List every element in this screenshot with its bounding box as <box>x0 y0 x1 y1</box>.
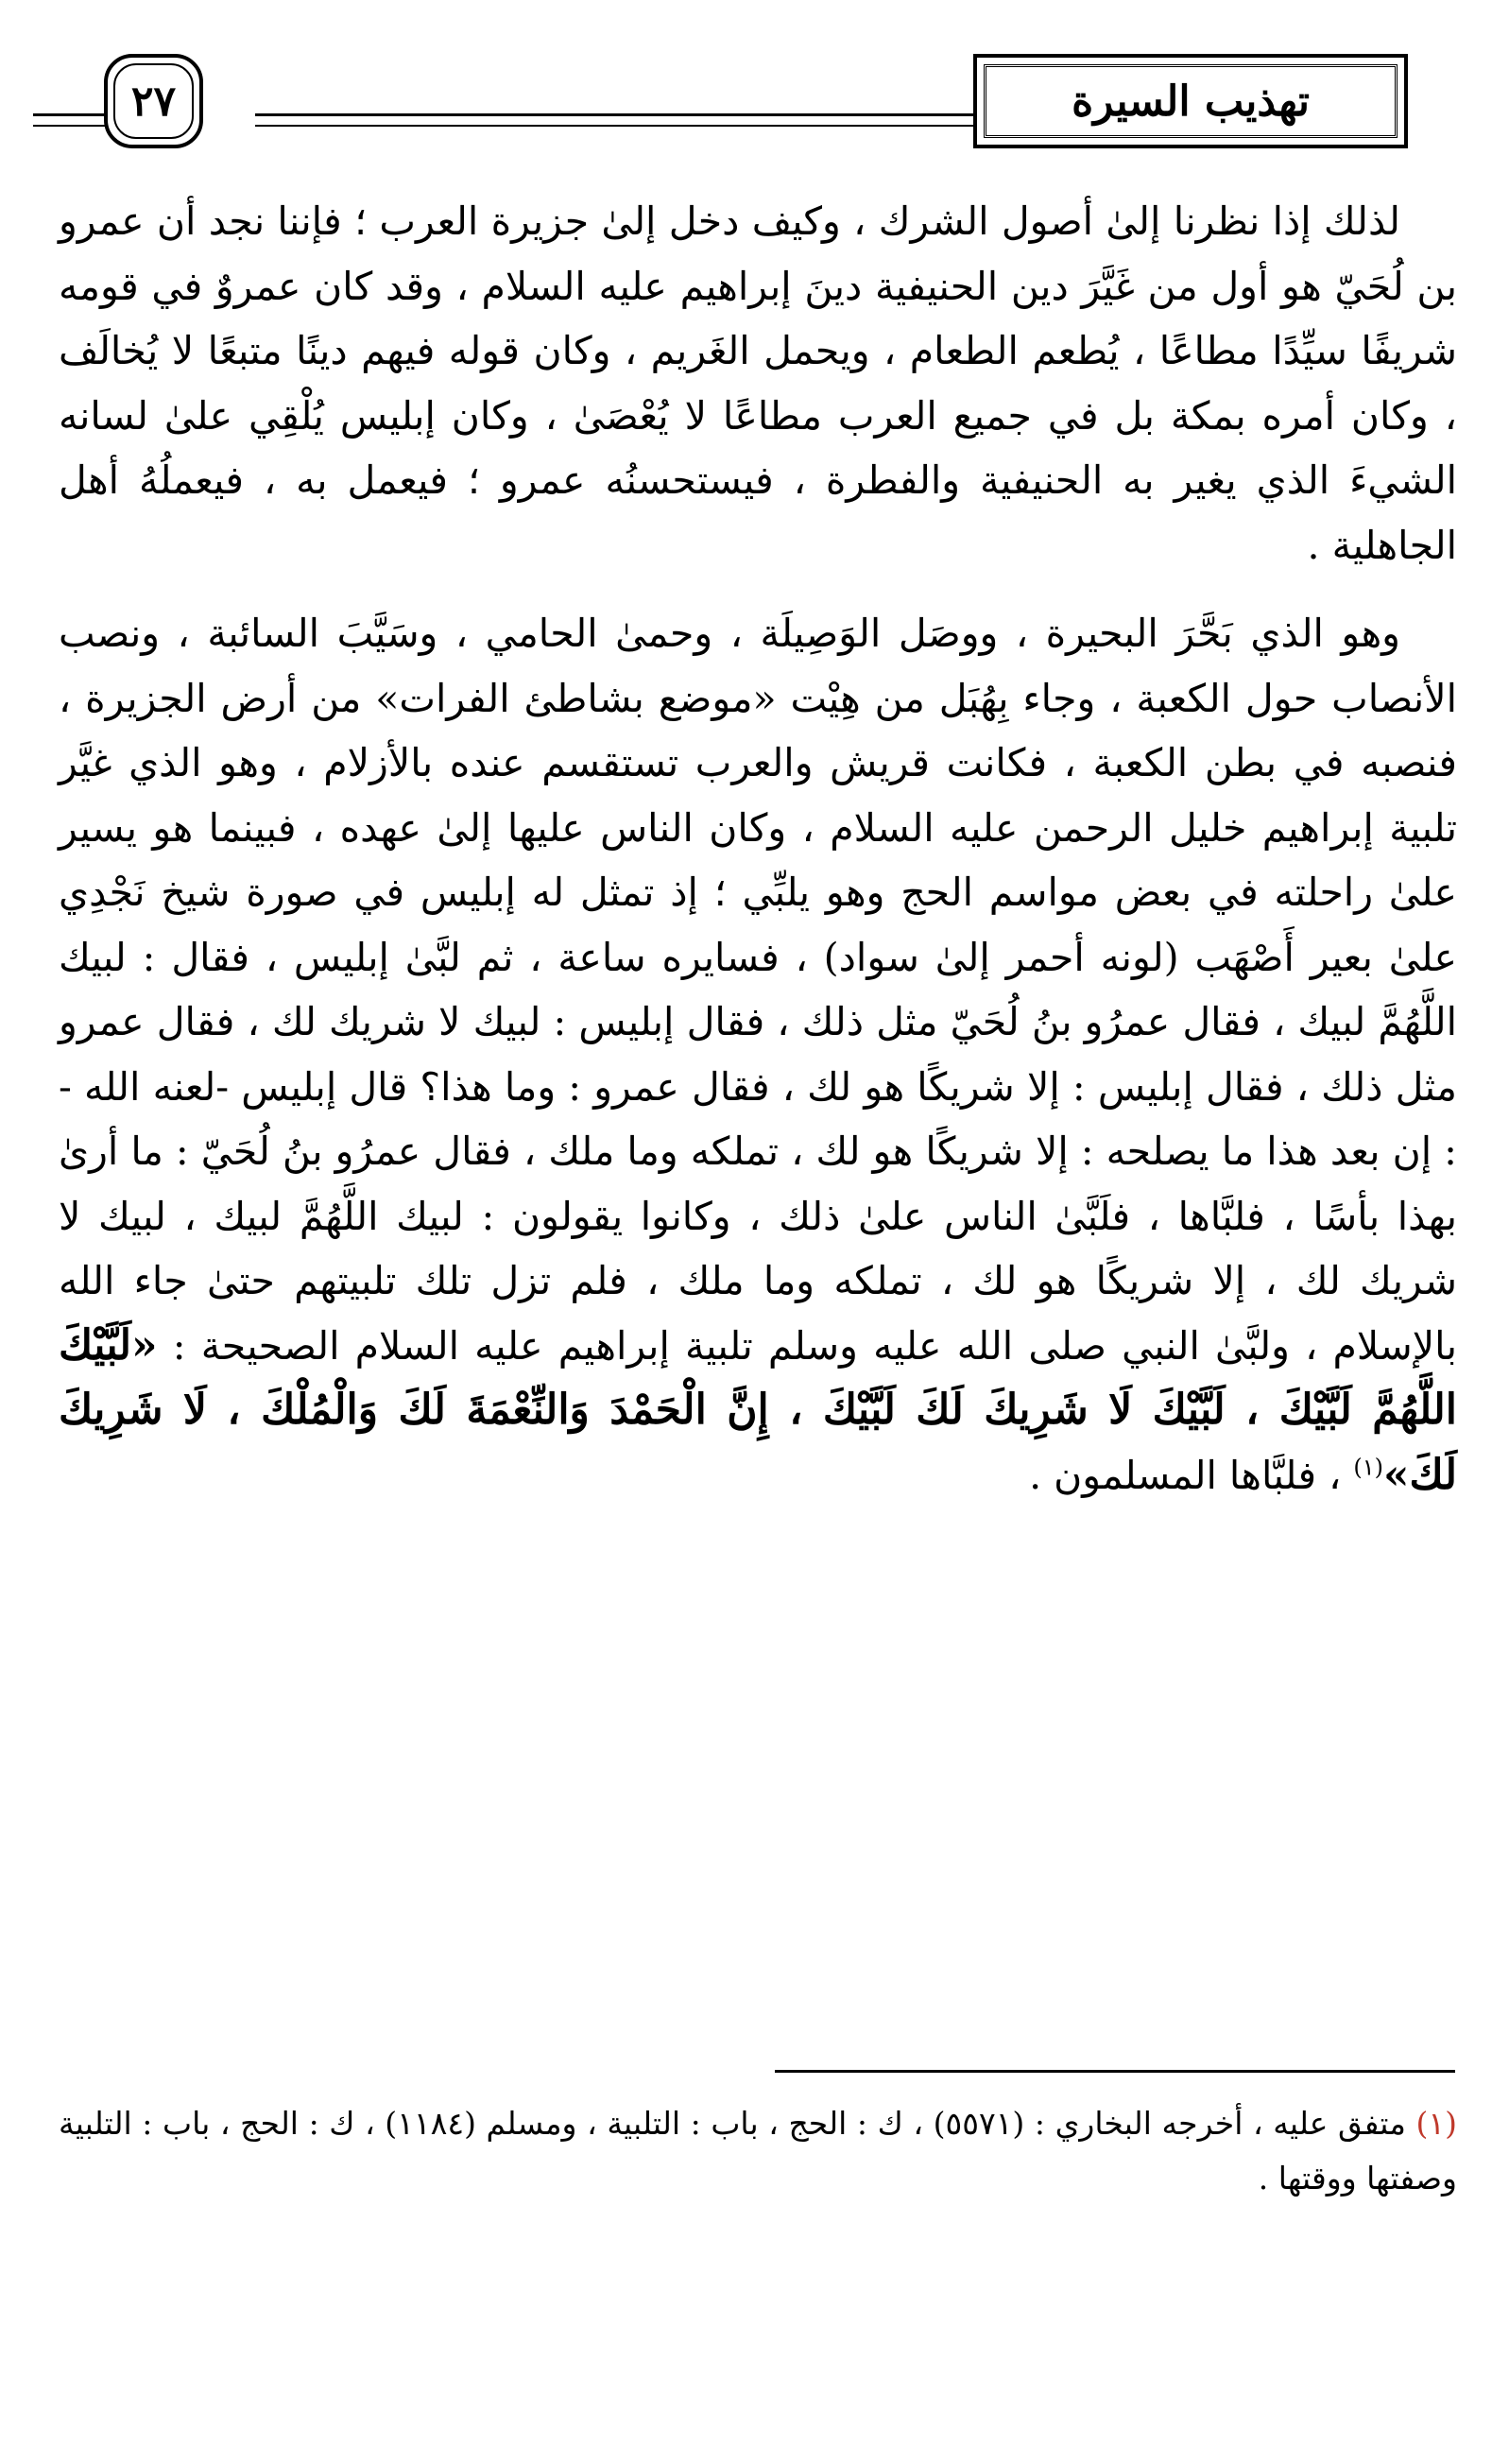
book-title-frame <box>973 54 1408 148</box>
header-rule-middle-thin <box>255 125 1025 127</box>
header-rule-middle <box>255 113 1025 116</box>
paragraph-2-text: وهو الذي بَحَّرَ البحيرة ، ووصَل الوَصِيلَة ، وحمىٰ الحامي ، وسَيَّبَ السائبة ، ونصب الأنصاب حول الكعبة ، وجاء بِهُبَل من هِيْت «موضع بشاطئ الفرات» من أرض الجزيرة ، فنصبه في بطن الكعبة ، فكانت قريش والعرب تستقسم عنده بالأزلام ، وهو الذي غيَّر تلبية إبراهيم خليل الرحمن عليه السلام ، وكان الناس عليها إلىٰ عهده ، فبينما هو يسير علىٰ راحلته في بعض مواسم الحج وهو يلبِّي ؛ إذ تمثل له إبليس في صورة شيخ نَجْدِي علىٰ بعير أَصْهَب (لونه أحمر إلىٰ سواد) ، فسايره ساعة ، ثم لبَّىٰ إبليس ، فقال : لبيك اللَّهُمَّ لبيك ، فقال عمرُو بنُ لُحَيّ مثل ذلك ، فقال إبليس : لبيك لا شريك لك ، فقال عمرو مثل ذلك ، فقال إبليس : إلا شريكًا هو لك ، فقال عمرو : وما هذا؟ قال إبليس -لعنه الله - : إن بعد هذا ما يصلحه : إلا شريكًا هو لك ، تملكه وما ملك ، فقال عمرُو بنُ لُحَيّ : ما أرىٰ بهذا بأسًا ، فلبَّاها ، فلَبَّىٰ الناس علىٰ ذلك ، وكانوا يقولون : لبيك اللَّهُمَّ لبيك ، لبيك لا شريك لك ، إلا شريكًا هو لك ، تملكه وما ملك ، فلم تزل تلك تلبيتهم حتىٰ جاء الله بالإسلام ، ولبَّىٰ النبي صلى الله عليه وسلم تلبية إبراهيم عليه السلام الصحيحة : <box>59 611 1457 1369</box>
footnote-divider <box>775 2070 1455 2073</box>
paragraph-1: لذلك إذا نظرنا إلىٰ أصول الشرك ، وكيف دخل إلىٰ جزيرة العرب ؛ فإننا نجد أن عمرو بن لُحَيّ هو أول من غَيَّرَ دين الحنيفية دينَ إبراهيم عليه السلام ، وقد كان عمروٌ في قومه شريفًا سيِّدًا مطاعًا ، يُطعم الطعام ، ويحمل الغَريم ، وكان قوله فيهم دينًا متبعًا لا يُخالَف ، وكان أمره بمكة بل في جميع العرب مطاعًا لا يُعْصَىٰ ، وكان إبليس يُلْقِي علىٰ لسانه الشيءَ الذي يغير به الحنيفية والفطرة ، فيستحسنُه عمرو ؛ فيعمل به ، فيعملُهُ أهل الجاهلية . <box>59 198 1457 568</box>
footnote <box>59 2096 1457 2206</box>
page-number-badge <box>104 54 203 148</box>
paragraph-2-ending: ، فلبَّاها المسلمون . <box>1029 1452 1342 1498</box>
paragraph-2 <box>59 601 1457 1508</box>
footnote-reference[interactable]: (١) <box>1353 1453 1383 1480</box>
main-text <box>59 189 1457 1531</box>
footnote-number: (١) <box>1415 2105 1457 2142</box>
talbiya-quote: «لَبَّيْكَ اللَّهُمَّ لَبَّيْكَ ، لَبَّيْكَ لَا شَرِيكَ لَكَ لَبَّيْكَ ، إِنَّ الْحَمْدَ وَالنِّعْمَةَ لَكَ وَالْمُلْكَ ، لَا شَرِيكَ لَكَ» <box>59 1320 1457 1499</box>
footnote-text: متفق عليه ، أخرجه البخاري : (٥٥٧١) ، ك : الحج ، باب : التلبية ، ومسلم (١١٨٤) ، ك : الحج ، باب : التلبية وصفتها ووقتها . <box>59 2105 1457 2197</box>
page-number: ٢٧ <box>130 77 177 126</box>
book-title: تهذيب السيرة <box>1072 77 1310 126</box>
